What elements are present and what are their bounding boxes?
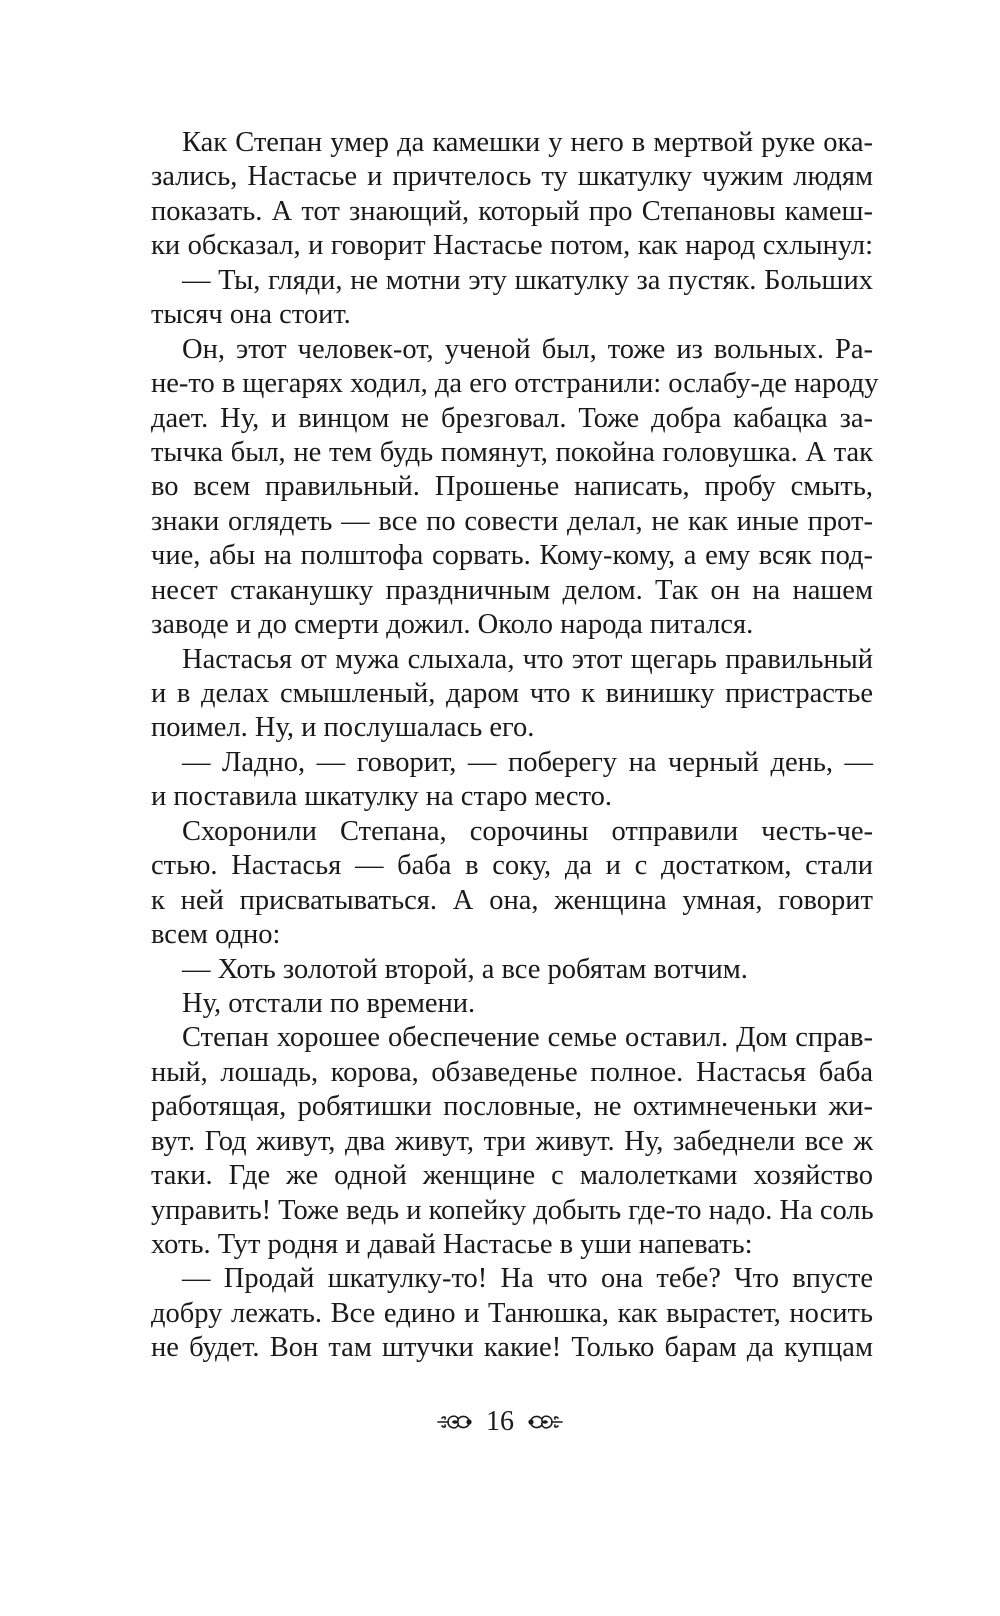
text-line: Степан хорошее обеспечение семье оставил. Дом справ- [182, 1022, 873, 1054]
text-line: и поставила шкатулку на старо место. [151, 781, 613, 813]
ornament-right-icon [528, 1411, 564, 1433]
page-number: 16 [486, 1406, 514, 1437]
text-line: несет стаканушку праздничным делом. Так он на нашем [151, 574, 873, 606]
text-line: Ну, отстали по времени. [182, 987, 476, 1019]
text-line: зались, Настасье и причтелось ту шкатулку чужим людям [151, 161, 873, 193]
text-line: ный, лошадь, корова, обзаведенье полное. Настасья баба [151, 1056, 873, 1088]
ornament-left-icon [436, 1411, 472, 1433]
text-line: стью. Настасья — баба в соку, да и с достатком, стали [151, 850, 873, 882]
text-line: во всем правильный. Прошенье написать, пробу смыть, [151, 471, 873, 503]
text-line: — Хоть золотой второй, а все робятам вотчим. [182, 953, 748, 985]
text-line: Настасья от мужа слыхала, что этот щегарь правильный [182, 643, 873, 675]
text-line: тысяч она стоит. [151, 299, 351, 331]
text-line: Он, этот человек-от, ученой был, тоже из вольных. Ра- [182, 333, 873, 365]
text-line: — Ты, гляди, не мотни эту шкатулку за пустяк. Больших [182, 264, 873, 296]
text-line: знаки оглядеть — все по совести делал, не как иные прот- [151, 505, 873, 537]
text-line: таки. Где же одной женщине с малолетками хозяйство [151, 1160, 873, 1192]
text-line: дает. Ну, и винцом не брезговал. Тоже добра кабацка за- [151, 402, 873, 434]
text-line: вут. Год живут, два живут, три живут. Ну, забеднели все ж [151, 1125, 873, 1157]
page-footer [0, 1400, 1000, 1444]
text-line: показать. А тот знающий, который про Степановы камеш- [151, 195, 873, 227]
text-line: и в делах смышленый, даром что к винишку пристрастье [151, 678, 873, 709]
text-line: поимел. Ну, и послушалась его. [151, 712, 535, 744]
text-line: — Продай шкатулку-то! На что она тебе? Что впусте [182, 1263, 873, 1295]
text-line: не-то в щегарях ходил, да его отстранили: ослабу-де народу [151, 368, 879, 400]
text-line: к ней присватываться. А она, женщина умная, говорит [151, 884, 873, 916]
text-line: ки обсказал, и говорит Настасье потом, как народ схлынул: [151, 230, 873, 262]
text-line: не будет. Вон там штучки какие! Только барам да купцам [151, 1332, 873, 1364]
text-line: тычка был, не тем будь помянут, покойна головушка. А так [151, 436, 873, 468]
text-line: — Ладно, — говорит, — поберегу на черный день, — [182, 746, 873, 778]
body-text [151, 126, 879, 1366]
text-line: чие, абы на полштофа сорвать. Кому-кому, а ему всяк под- [151, 540, 873, 572]
text-line: хоть. Тут родня и давай Настасье в уши напевать: [151, 1229, 753, 1260]
text-line: всем одно: [151, 919, 281, 951]
text-line: управить! Тоже ведь и копейку добыть где-то надо. На соль [151, 1194, 874, 1226]
text-line: добру лежать. Все едино и Танюшка, как вырастет, носить [151, 1297, 873, 1329]
text-line: заводе и до смерти дожил. Около народа питался. [151, 609, 754, 641]
text-line: работящая, робятишки пословные, не охтимнеченьки жи- [151, 1091, 873, 1123]
text-line: Как Степан умер да камешки у него в мертвой руке ока- [182, 127, 873, 158]
text-line: Схоронили Степана, сорочины отправили честь-че- [182, 815, 873, 847]
